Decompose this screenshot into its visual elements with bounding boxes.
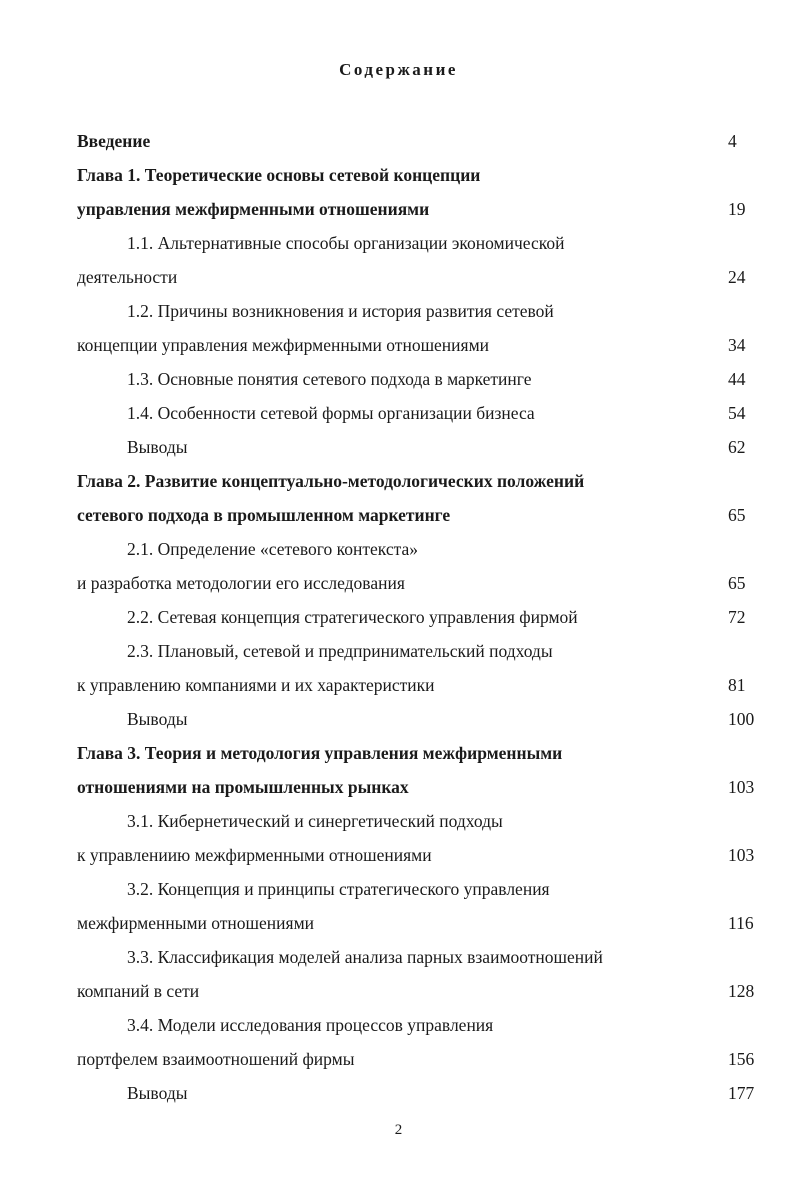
toc-entry	[0, 158, 797, 192]
toc-entry	[0, 566, 797, 600]
toc-entry	[0, 362, 797, 396]
toc-entry	[0, 634, 797, 668]
toc-entry-page: 128	[728, 981, 755, 1001]
toc-entry-text: Выводы	[127, 709, 188, 729]
toc-entry-text: 2.3. Плановый, сетевой и предпринимательский подходы	[127, 641, 553, 661]
toc-entry-text: Выводы	[127, 437, 188, 457]
toc-entry-text: Глава 1. Теоретические основы сетевой концепции	[77, 165, 481, 185]
toc-entry	[0, 226, 797, 260]
toc-entry-page: 72	[728, 607, 746, 627]
toc-entry-page: 65	[728, 505, 746, 525]
toc-entry-page: 19	[728, 199, 746, 219]
toc-entry-text: 1.3. Основные понятия сетевого подхода в маркетинге	[127, 369, 532, 389]
toc-entry	[0, 192, 797, 226]
toc-entry-text: к управлению компаниями и их характеристики	[77, 675, 435, 695]
toc-entry	[0, 1042, 797, 1076]
toc-entry-page: 156	[728, 1049, 755, 1069]
toc-entry-text: деятельности	[77, 267, 178, 287]
toc-entry	[0, 702, 797, 736]
toc-entry	[0, 430, 797, 464]
toc-entry	[0, 804, 797, 838]
toc-entry	[0, 260, 797, 294]
toc-entry	[0, 974, 797, 1008]
toc-entry	[0, 498, 797, 532]
toc-entry	[0, 600, 797, 634]
toc-entry-text: 3.2. Концепция и принципы стратегического управления	[127, 879, 550, 899]
toc-entry-page: 4	[728, 131, 737, 151]
toc-entry-page: 34	[728, 335, 746, 355]
table-of-contents	[0, 124, 797, 1110]
toc-entry-text: 1.2. Причины возникновения и история развития сетевой	[127, 301, 554, 321]
toc-entry	[0, 1008, 797, 1042]
toc-entry	[0, 1076, 797, 1110]
toc-entry-page: 65	[728, 573, 746, 593]
toc-entry-page: 177	[728, 1083, 755, 1103]
toc-entry	[0, 328, 797, 362]
toc-entry-page: 103	[728, 845, 755, 865]
toc-entry-text: и разработка методологии его исследования	[77, 573, 405, 593]
toc-entry	[0, 396, 797, 430]
toc-entry	[0, 294, 797, 328]
toc-entry-page: 62	[728, 437, 746, 457]
toc-entry-text: 3.1. Кибернетический и синергетический подходы	[127, 811, 503, 831]
toc-entry	[0, 532, 797, 566]
toc-entry	[0, 736, 797, 770]
toc-entry-text: компаний в сети	[77, 981, 200, 1001]
toc-entry-text: 2.2. Сетевая концепция стратегического управления фирмой	[127, 607, 578, 627]
toc-entry	[0, 872, 797, 906]
toc-entry-text: к управлениию межфирменными отношениями	[77, 845, 432, 865]
toc-entry-text: 2.1. Определение «сетевого контекста»	[127, 539, 418, 559]
toc-entry-page: 81	[728, 675, 746, 695]
toc-entry-page: 100	[728, 709, 755, 729]
toc-entry-text: 3.4. Модели исследования процессов управления	[127, 1015, 494, 1035]
toc-title: Содержание	[339, 60, 458, 79]
toc-entry-text: отношениями на промышленных рынках	[77, 777, 409, 797]
toc-entry-page: 103	[728, 777, 755, 797]
toc-entry-page: 54	[728, 403, 746, 423]
toc-entry-text: 1.1. Альтернативные способы организации экономической	[127, 233, 565, 253]
toc-entry-text: концепции управления межфирменными отношениями	[77, 335, 490, 355]
toc-entry	[0, 668, 797, 702]
page-number: 2	[394, 1122, 403, 1138]
toc-entry-text: Глава 2. Развитие концептуально-методологических положений	[77, 471, 585, 491]
toc-entry-text: 3.3. Классификация моделей анализа парных взаимоотношений	[127, 947, 603, 967]
toc-entry	[0, 464, 797, 498]
toc-entry-text: портфелем взаимоотношений фирмы	[77, 1049, 355, 1069]
toc-entry	[0, 124, 797, 158]
toc-entry-text: сетевого подхода в промышленном маркетинге	[77, 505, 451, 525]
toc-entry	[0, 770, 797, 804]
toc-entry-text: Выводы	[127, 1083, 188, 1103]
toc-entry-page: 116	[728, 913, 754, 933]
toc-entry	[0, 838, 797, 872]
toc-entry-text: 1.4. Особенности сетевой формы организации бизнеса	[127, 403, 535, 423]
toc-entry-page: 24	[728, 267, 746, 287]
toc-entry-text: Глава 3. Теория и методология управления межфирменными	[77, 743, 563, 763]
toc-entry-text: Введение	[77, 131, 151, 151]
toc-entry-text: управления межфирменными отношениями	[77, 199, 430, 219]
toc-entry	[0, 940, 797, 974]
toc-entry	[0, 906, 797, 940]
toc-entry-page: 44	[728, 369, 746, 389]
toc-entry-text: межфирменными отношениями	[77, 913, 315, 933]
